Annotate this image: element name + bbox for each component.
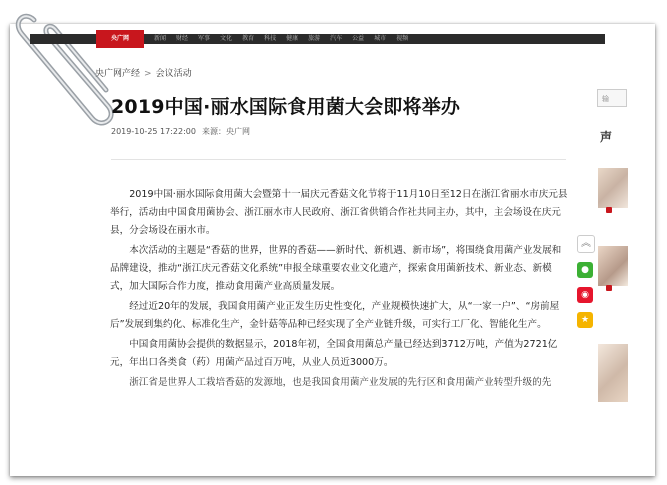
nav-item[interactable]: 旅游 [308,35,321,42]
article-meta [111,126,250,137]
breadcrumb-separator: > [144,69,152,79]
nav-item[interactable]: 科技 [264,35,277,42]
sidebar-badge [606,285,612,291]
top-navigation [30,34,605,44]
nav-item[interactable]: 汽车 [330,35,343,42]
sidebar-badge [606,207,612,213]
back-to-top-icon[interactable]: ︽ [577,235,595,253]
sidebar-thumbnail[interactable] [598,246,628,286]
article-paragraph: 浙江省是世界人工栽培香菇的发源地，也是我国食用菌产业发展的先行区和食用菌产业转型升级的先 [129,377,552,388]
nav-item[interactable]: 健康 [286,35,299,42]
article-date: 2019-10-25 17:22:00 [111,127,196,136]
article-paragraph: 经过近20年的发展，我国食用菌产业正发生历史性变化，产业规模快速扩大，从“一家一户”、“房前屋后”发展到集约化、标准化生产，金针菇等品种已经实现了全产业链升级，可实行工厂化、智能化生产。 [110,301,560,330]
nav-item[interactable]: 公益 [352,35,365,42]
article-paragraph: 2019中国·丽水国际食用菌大会暨第十一届庆元香菇文化节将于11月10日至12日在浙江省丽水市庆元县举行，活动由中国食用菌协会、浙江丽水市人民政府、浙江省供销合作社共同主办，其中，主会场设在庆元县，分会场设在丽水市。 [110,189,568,236]
nav-item[interactable]: 城市 [374,35,387,42]
nav-item[interactable]: 教育 [242,35,255,42]
nav-item[interactable]: 视频 [396,35,409,42]
article-source: 来源：央广网 [201,127,250,136]
share-toolbar [577,235,595,337]
sidebar-thumbnail[interactable] [598,168,628,208]
sidebar-heading: 声 [600,130,613,144]
nav-item[interactable]: 财经 [176,35,189,42]
breadcrumb [95,66,192,79]
nav-item[interactable]: 军事 [198,35,211,42]
weibo-share-icon[interactable]: ◉ [577,287,593,303]
nav-menu [154,34,408,44]
wechat-share-icon[interactable]: ● [577,262,593,278]
nav-item[interactable]: 新闻 [154,35,167,42]
article-paragraph: 本次活动的主题是“香菇的世界，世界的香菇——新时代、新机遇、新市场”，将围绕食用菌产业发展和品牌建设，推动“浙江庆元香菇文化系统”申报全球重要农业文化遗产，探索食用菌新技术、新业态、新模式，加大国际合作力度，推动食用菌产业高质量发展。 [110,245,562,292]
article-title: 2019中国·丽水国际食用菌大会即将举办 [111,96,461,118]
breadcrumb-home-link[interactable]: 央广网产经 [95,69,141,79]
divider [111,159,566,160]
nav-item[interactable]: 文化 [220,35,233,42]
qzone-share-icon[interactable]: ★ [577,312,593,328]
breadcrumb-current-link[interactable]: 会议活动 [155,69,192,79]
article-body [110,186,568,392]
sidebar-thumbnail[interactable] [598,344,628,402]
article-paragraph: 中国食用菌协会提供的数据显示，2018年初，全国食用菌总产量已经达到3712万吨，产值为2721亿元，年出口各类食（药）用菌产品过百万吨，从业人员近3000万。 [110,339,558,368]
sidebar-search-input[interactable]: 输 [597,89,627,107]
site-logo[interactable]: 央广网 [96,30,144,48]
